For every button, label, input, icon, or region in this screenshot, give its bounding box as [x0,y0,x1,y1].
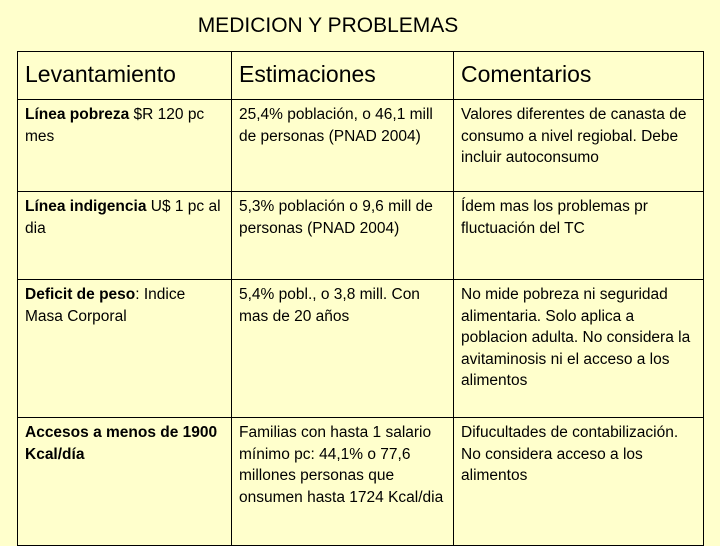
levantamiento-cell [18,192,232,280]
header-levantamiento: Levantamiento [18,52,232,100]
estimaciones-cell: Familias con hasta 1 salario mínimo pc: 44,1% o 77,6 millones personas que onsumen hasta 1724 Kcal/dia [232,418,454,546]
levantamiento-cell [18,280,232,418]
estimaciones-cell: 25,4% población, o 46,1 mill de personas (PNAD 2004) [232,100,454,192]
levantamiento-bold-text: Línea pobreza [25,106,130,123]
table-row [18,280,704,418]
comentarios-cell: No mide pobreza ni seguridad alimentaria. Solo aplica a poblacion adulta. No considera la avitaminosis ni el acceso a los alimentos [454,280,704,418]
levantamiento-cell [18,418,232,546]
table-header-row [18,52,704,100]
comentarios-cell: Difucultades de contabilización. No considera acceso a los alimentos [454,418,704,546]
levantamiento-cell [18,100,232,192]
measurement-table [17,51,704,546]
header-estimaciones: Estimaciones [232,52,454,100]
header-comentarios: Comentarios [454,52,704,100]
comentarios-cell: Valores diferentes de canasta de consumo a nivel regiobal. Debe incluir autoconsumo [454,100,704,192]
table-row [18,100,704,192]
comentarios-cell: Ídem mas los problemas pr fluctuación del TC [454,192,704,280]
slide-title: MEDICION Y PROBLEMAS [197,14,459,37]
estimaciones-cell: 5,3% población o 9,6 mill de personas (PNAD 2004) [232,192,454,280]
table-row [18,192,704,280]
levantamiento-bold-text: Accesos a menos de 1900 Kcal/día [25,424,218,463]
levantamiento-text: U$ 1 pc al dia [25,198,221,237]
levantamiento-text: $R 120 pc mes [25,106,205,145]
levantamiento-bold-text: Deficit de peso [25,286,136,303]
table-row [18,418,704,546]
estimaciones-cell: 5,4% pobl., o 3,8 mill. Con mas de 20 años [232,280,454,418]
levantamiento-text: : Indice Masa Corporal [25,286,186,325]
levantamiento-bold-text: Línea indigencia [25,198,147,215]
